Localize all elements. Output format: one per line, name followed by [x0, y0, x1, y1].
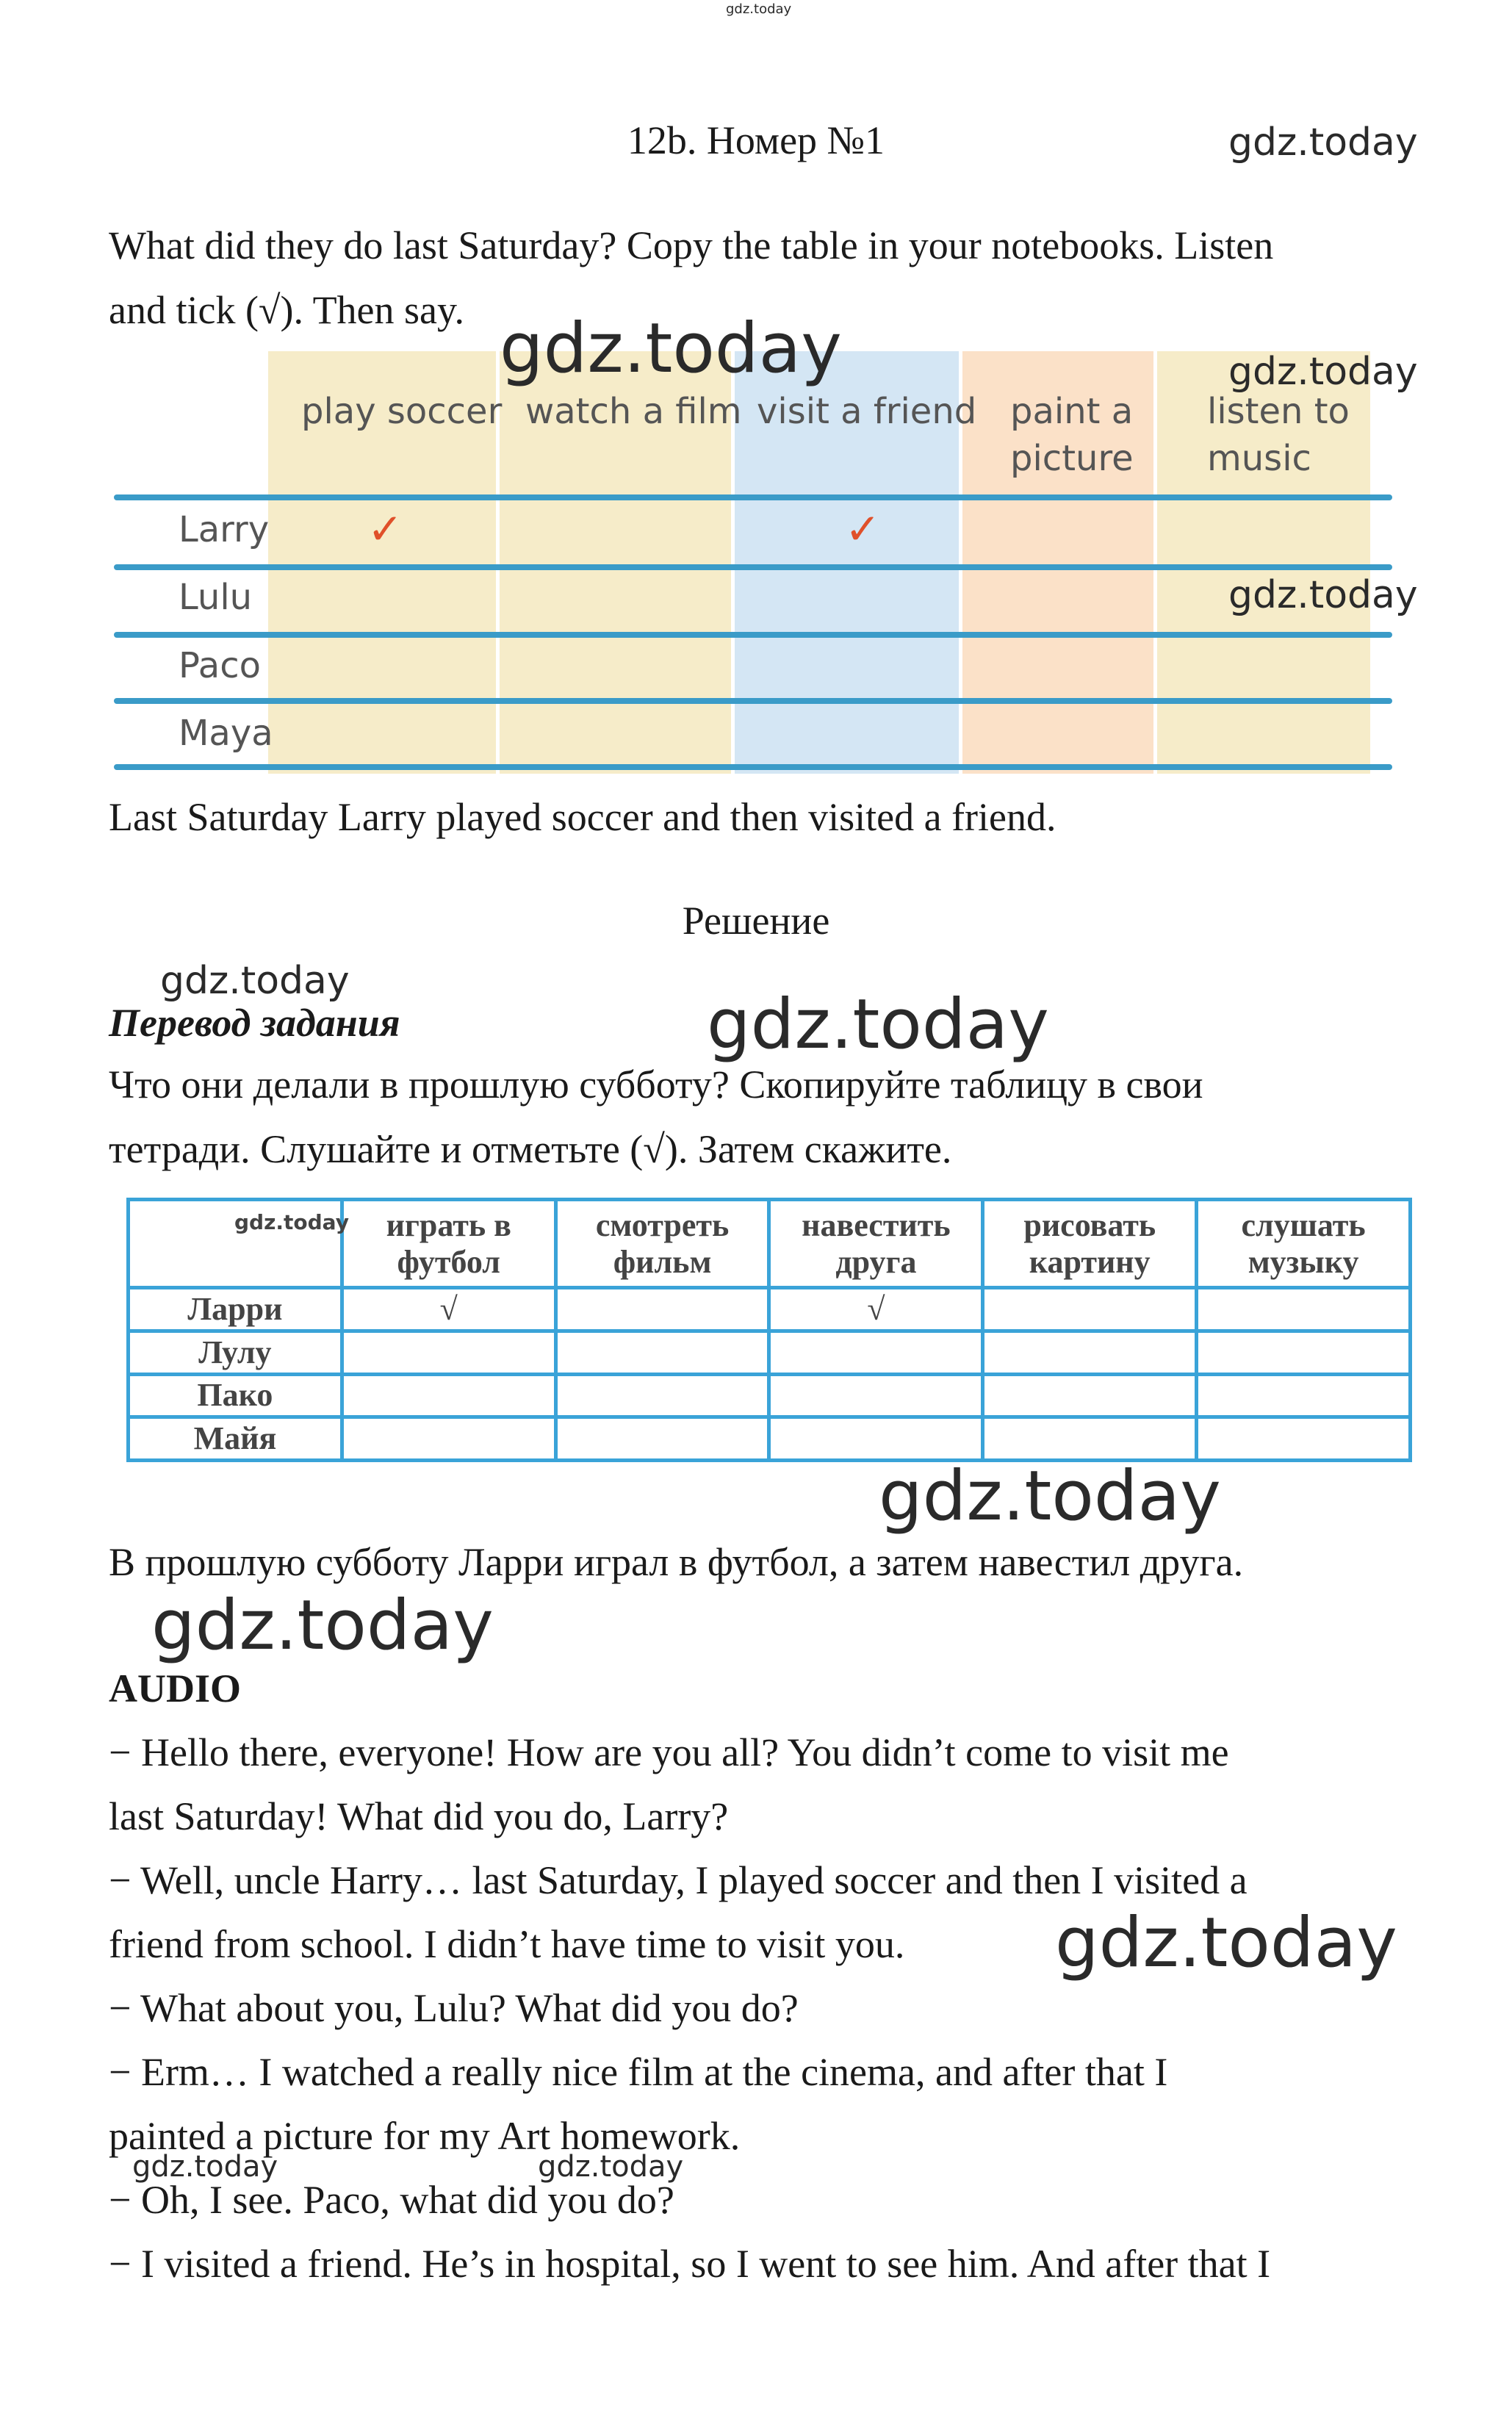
audio-heading: AUDIO [109, 1666, 242, 1710]
ru-header-line: навестить [802, 1206, 951, 1243]
header-watch-film: watch a film [525, 391, 742, 432]
task-line-2: and tick (√). Then say. [109, 288, 464, 332]
watermark: gdz.today [879, 1456, 1221, 1536]
ru-cell [1197, 1417, 1411, 1461]
audio-line: − Erm… I watched a really nice film at the cinema, and after that I [109, 2050, 1168, 2094]
header-line: listen to [1207, 391, 1350, 432]
watermark: gdz.today [132, 2150, 278, 2184]
ru-header-line: смотреть [595, 1206, 730, 1243]
audio-line: − I visited a friend. He’s in hospital, so I went to see him. And after that I [109, 2242, 1271, 2286]
table-line [114, 494, 1392, 500]
ru-header-line: играть в [386, 1206, 511, 1243]
watermark: gdz.today [1228, 350, 1418, 394]
ru-cell [1197, 1331, 1411, 1374]
ru-cell [555, 1288, 769, 1331]
ru-header-line: рисовать [1023, 1206, 1156, 1243]
watermark: gdz.today [151, 1586, 494, 1666]
ru-example-sentence: В прошлую субботу Ларри играл в футбол, а затем навестил друга. [109, 1540, 1244, 1584]
table-line [114, 698, 1392, 704]
ru-cell: √ [769, 1288, 983, 1331]
table-line [114, 764, 1392, 770]
ru-header-line: фильм [613, 1243, 712, 1280]
ru-cell [983, 1417, 1197, 1461]
translation-table [126, 1198, 1412, 1462]
ru-header-line: слушать [1241, 1206, 1366, 1243]
ru-header-line: друга [835, 1243, 917, 1280]
watermark: gdz.today [160, 959, 350, 1003]
page-title: 12b. Номер №1 [627, 118, 885, 162]
ru-header-line: музыку [1248, 1243, 1359, 1280]
ru-cell [342, 1417, 555, 1461]
watermark: gdz.today [1228, 120, 1418, 165]
header-line: music [1207, 438, 1311, 479]
header-play-soccer: play soccer [301, 391, 503, 432]
ru-cell: √ [342, 1288, 555, 1331]
watermark: gdz.today [234, 1210, 349, 1234]
example-sentence: Last Saturday Larry played soccer and then visited a friend. [109, 795, 1056, 839]
header-line: picture [1010, 438, 1134, 479]
table-line [114, 564, 1392, 570]
ru-row-label: Ларри [129, 1288, 342, 1331]
check-mark-larry-friend: ✓ [845, 504, 881, 554]
ru-header-music [1197, 1200, 1411, 1288]
ru-row-label: Пако [129, 1374, 342, 1417]
translation-line-1: Что они делали в прошлую субботу? Скопируйте таблицу в свои [109, 1062, 1203, 1107]
header-paint-picture [1010, 388, 1134, 482]
ru-cell [555, 1374, 769, 1417]
watermark: gdz.today [1055, 1903, 1397, 1983]
translation-heading: Перевод задания [109, 1001, 400, 1045]
ru-header-football [342, 1200, 555, 1288]
ru-cell [983, 1374, 1197, 1417]
table-line [114, 632, 1392, 638]
watermark: gdz.today [1228, 573, 1418, 617]
header-listen-music [1207, 388, 1350, 482]
ru-cell [342, 1374, 555, 1417]
watermark: gdz.today [538, 2150, 684, 2184]
watermark: gdz.today [500, 309, 842, 389]
ru-cell [983, 1288, 1197, 1331]
audio-line: friend from school. I didn’t have time to visit you. [109, 1922, 905, 1966]
ru-cell [983, 1331, 1197, 1374]
ru-header-picture [983, 1200, 1197, 1288]
audio-line: − What about you, Lulu? What did you do? [109, 1986, 799, 2030]
ru-header-friend [769, 1200, 983, 1288]
audio-line: painted a picture for my Art homework. [109, 2114, 741, 2158]
corner-cell [129, 1200, 349, 1288]
ru-header-line: картину [1029, 1243, 1151, 1280]
ru-header-film [555, 1200, 769, 1288]
ru-cell [555, 1331, 769, 1374]
audio-line: − Well, uncle Harry… last Saturday, I played soccer and then I visited a [109, 1858, 1248, 1902]
watermark: gdz.today [707, 985, 1049, 1065]
header-visit-friend: visit a friend [757, 391, 977, 432]
ru-header-line: футбол [397, 1243, 500, 1280]
row-label-lulu: Lulu [179, 577, 253, 618]
row-label-maya: Maya [179, 713, 273, 754]
ru-row-label: Майя [129, 1417, 342, 1461]
audio-line: − Hello there, everyone! How are you all? You didn’t come to visit me [109, 1730, 1229, 1774]
translation-line-2: тетради. Слушайте и отметьте (√). Затем скажите. [109, 1127, 952, 1171]
audio-line: − Oh, I see. Paco, what did you do? [109, 2178, 674, 2222]
ru-cell [1197, 1288, 1411, 1331]
task-line-1: What did they do last Saturday? Copy the table in your notebooks. Listen [109, 223, 1274, 267]
ru-cell [555, 1417, 769, 1461]
ru-cell [769, 1331, 983, 1374]
activity-table-image [114, 351, 1392, 774]
ru-row-label: Лулу [129, 1331, 342, 1374]
ru-cell [769, 1417, 983, 1461]
ru-cell [769, 1374, 983, 1417]
ru-cell [342, 1331, 555, 1374]
ru-cell [1197, 1374, 1411, 1417]
row-label-larry: Larry [179, 509, 270, 550]
watermark-top: gdz.today [726, 1, 792, 17]
audio-line: last Saturday! What did you do, Larry? [109, 1794, 729, 1838]
header-line: paint a [1010, 391, 1134, 432]
solution-heading: Решение [682, 899, 830, 943]
row-label-paco: Paco [179, 645, 261, 686]
check-mark-larry-soccer: ✓ [367, 504, 403, 554]
